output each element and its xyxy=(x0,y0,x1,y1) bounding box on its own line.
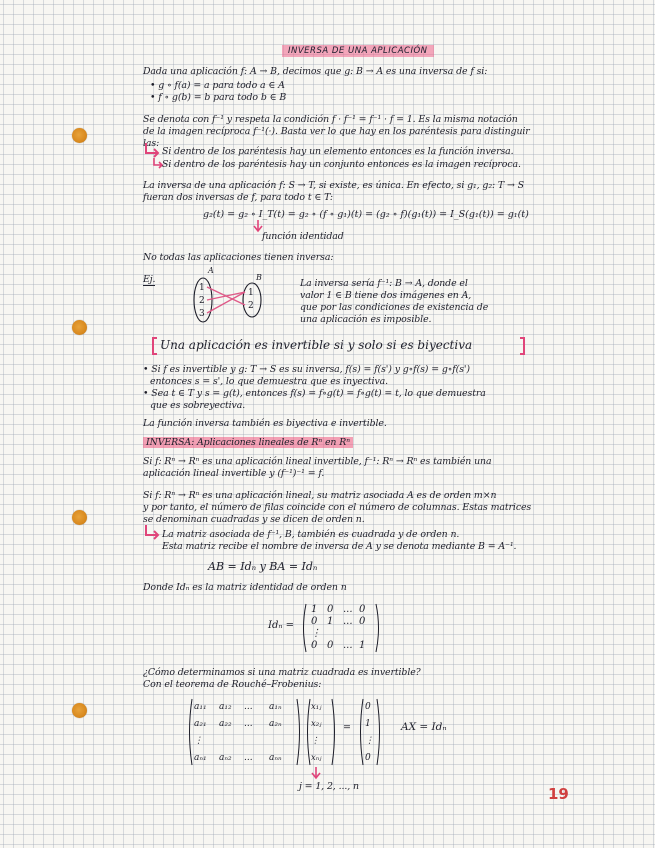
matrix-cell: ⋮ xyxy=(311,628,321,639)
matrix-cell: a₁ₙ xyxy=(269,702,282,712)
bracket-right xyxy=(375,698,383,766)
text-line: fueran dos inversas de f, para todo t ∈ T: xyxy=(143,192,333,203)
text-line: valor 1 ∈ B tiene dos imágenes en A, xyxy=(300,290,472,301)
index-note: j = 1, 2, ..., n xyxy=(299,781,359,792)
matrix-cell: a₂ₙ xyxy=(269,719,282,729)
binder-hole xyxy=(72,128,87,143)
text-line: Se denota con f⁻¹ y respeta la condición f · f⁻¹ = f⁻¹ · f = 1. Es la misma notación xyxy=(143,114,518,125)
matrix-cell: ... xyxy=(244,719,253,729)
text-line: y por tanto, el número de filas coincide con el número de columnas. Estas matrices xyxy=(143,502,532,513)
text-line: las: xyxy=(143,138,160,149)
matrix-cell: a₁₁ xyxy=(194,702,207,712)
text-line: función identidad xyxy=(262,231,344,242)
matrix-cell: 0 xyxy=(365,753,371,763)
matrix-cell: 0 xyxy=(359,616,366,627)
matrix-cell: x₂ⱼ xyxy=(311,719,322,729)
text-line: La inversa sería f⁻¹: B → A, donde el xyxy=(300,278,468,289)
set-b-label: B xyxy=(256,273,262,282)
equation: g₂(t) = g₂ ∘ I_T(t) = g₂ ∘ (f ∘ g₁)(t) = (g₂ ∘ f)(g₁(t)) = I_S(g₁(t)) = g₁(t) xyxy=(203,209,529,220)
text-line: de la imagen recíproca f⁻¹(·). Basta ver lo que hay en los paréntesis para distinguir xyxy=(143,126,530,137)
equation: AX = Idₙ xyxy=(401,721,447,733)
arrow-icon xyxy=(144,524,164,544)
a-element: 1 xyxy=(199,283,205,293)
text-line: Si f: Rⁿ → Rⁿ es una aplicación lineal, su matriz asociada A es de orden m×n xyxy=(143,490,497,501)
theorem-statement: Una aplicación es invertible si y solo si es biyectiva xyxy=(160,338,473,352)
equation: AB = Idₙ y BA = Idₙ xyxy=(208,560,318,573)
text-line: se denominan cuadradas y se dicen de orden n. xyxy=(143,514,365,525)
page-number: 19 xyxy=(548,785,569,803)
matrix-cell: x₁ⱼ xyxy=(311,702,322,712)
identity-label: Idₙ = xyxy=(268,620,294,631)
text-line: Con el teorema de Rouché–Frobenius: xyxy=(143,679,322,690)
binder-hole xyxy=(72,510,87,525)
binder-hole xyxy=(72,320,87,335)
text-line: Si dentro de los paréntesis hay un elemento entonces es la función inversa. xyxy=(162,146,514,157)
text-line: Dada una aplicación f: A → B, decimos que g: B → A es una inversa de f si: xyxy=(143,66,488,77)
matrix-cell: ... xyxy=(343,616,353,627)
matrix-cell: ... xyxy=(343,604,353,615)
text-line: entonces s = s', lo que demuestra que es inyectiva. xyxy=(150,376,389,387)
matrix-cell: ⋮ xyxy=(311,736,320,746)
bracket-right xyxy=(295,698,303,766)
matrix-cell: 1 xyxy=(359,640,366,651)
matrix-cell: 0 xyxy=(327,640,334,651)
text-line: ¿Cómo determinamos si una matriz cuadrada es invertible? xyxy=(143,667,421,678)
text-line: que es sobreyectiva. xyxy=(150,400,246,411)
bracket-right xyxy=(374,603,382,653)
matrix-cell: 0 xyxy=(327,604,334,615)
a-element: 3 xyxy=(199,309,205,319)
text-line: No todas las aplicaciones tienen inversa: xyxy=(143,252,334,263)
matrix-cell: 0 xyxy=(311,616,318,627)
matrix-cell: 1 xyxy=(311,604,318,615)
mapping-arrows xyxy=(207,287,245,313)
text-line: • f ∘ g(b) = b para todo b ∈ B xyxy=(150,92,287,103)
matrix-cell: aₙₙ xyxy=(269,753,282,763)
example-label: Ej. xyxy=(143,274,156,285)
a-element: 2 xyxy=(199,296,205,306)
matrix-cell: 1 xyxy=(365,719,371,729)
text-line: Si f: Rⁿ → Rⁿ es una aplicación lineal invertible, f⁻¹: Rⁿ → Rⁿ es también una xyxy=(143,456,492,467)
text-line: aplicación lineal invertible y (f⁻¹)⁻¹ = f. xyxy=(143,468,325,479)
text-line: • Sea t ∈ T y s = g(t), entonces f(s) = f∘g(t) = f∘g(t) = t, lo que demuestra xyxy=(143,388,486,399)
equals-sign: = xyxy=(343,722,351,733)
mapping-diagram xyxy=(180,265,270,335)
matrix-cell: ... xyxy=(244,702,253,712)
matrix-cell: aₙ₂ xyxy=(219,753,232,763)
arrow-down-icon xyxy=(311,767,321,781)
matrix-cell: aₙ₁ xyxy=(194,753,207,763)
matrix-cell: a₂₂ xyxy=(219,719,232,729)
bracket-left xyxy=(300,603,308,653)
bracket-left xyxy=(186,698,194,766)
text-line: Donde Idₙ es la matriz identidad de orden n xyxy=(143,582,347,593)
matrix-cell: 0 xyxy=(365,702,371,712)
b-element: 2 xyxy=(248,301,254,311)
text-line: • g ∘ f(a) = a para todo a ∈ A xyxy=(150,80,285,91)
matrix-cell: a₂₁ xyxy=(194,719,207,729)
matrix-cell: 0 xyxy=(359,604,366,615)
matrix-cell: ⋮ xyxy=(365,736,374,746)
text-line: La inversa de una aplicación f: S → T, si existe, es única. En efecto, si g₁, g₂: T → S xyxy=(143,180,524,191)
text-line: La matriz asociada de f⁻¹, B, también es cuadrada y de orden n. xyxy=(162,529,460,540)
matrix-cell: 1 xyxy=(327,616,334,627)
matrix-cell: xₙⱼ xyxy=(311,753,322,763)
bracket-right xyxy=(330,698,338,766)
text-line: La función inversa también es biyectiva e invertible. xyxy=(143,418,387,429)
set-a-label: A xyxy=(208,266,214,275)
text-line: una aplicación es imposible. xyxy=(300,314,432,325)
b-element: 1 xyxy=(248,288,254,298)
text-line: Esta matriz recibe el nombre de inversa de A y se denota mediante B = A⁻¹. xyxy=(162,541,517,552)
matrix-cell: a₁₂ xyxy=(219,702,232,712)
page-title: INVERSA DE UNA APLICACIÓN xyxy=(282,45,434,57)
binder-hole xyxy=(72,703,87,718)
text-line: que por las condiciones de existencia de xyxy=(300,302,489,313)
section-heading: INVERSA: Aplicaciones lineales de Rⁿ en Rⁿ xyxy=(143,437,353,448)
matrix-cell: ... xyxy=(343,640,353,651)
text-line: Si dentro de los paréntesis hay un conjunto entonces es la imagen recíproca. xyxy=(162,159,521,170)
matrix-cell: ⋮ xyxy=(194,736,203,746)
bracket-left xyxy=(357,698,365,766)
matrix-cell: 0 xyxy=(311,640,318,651)
matrix-cell: ... xyxy=(244,753,253,763)
text-line: • Si f es invertible y g: T → S es su inversa, f(s) = f(s') y g∘f(s) = g∘f(s') xyxy=(143,364,470,375)
